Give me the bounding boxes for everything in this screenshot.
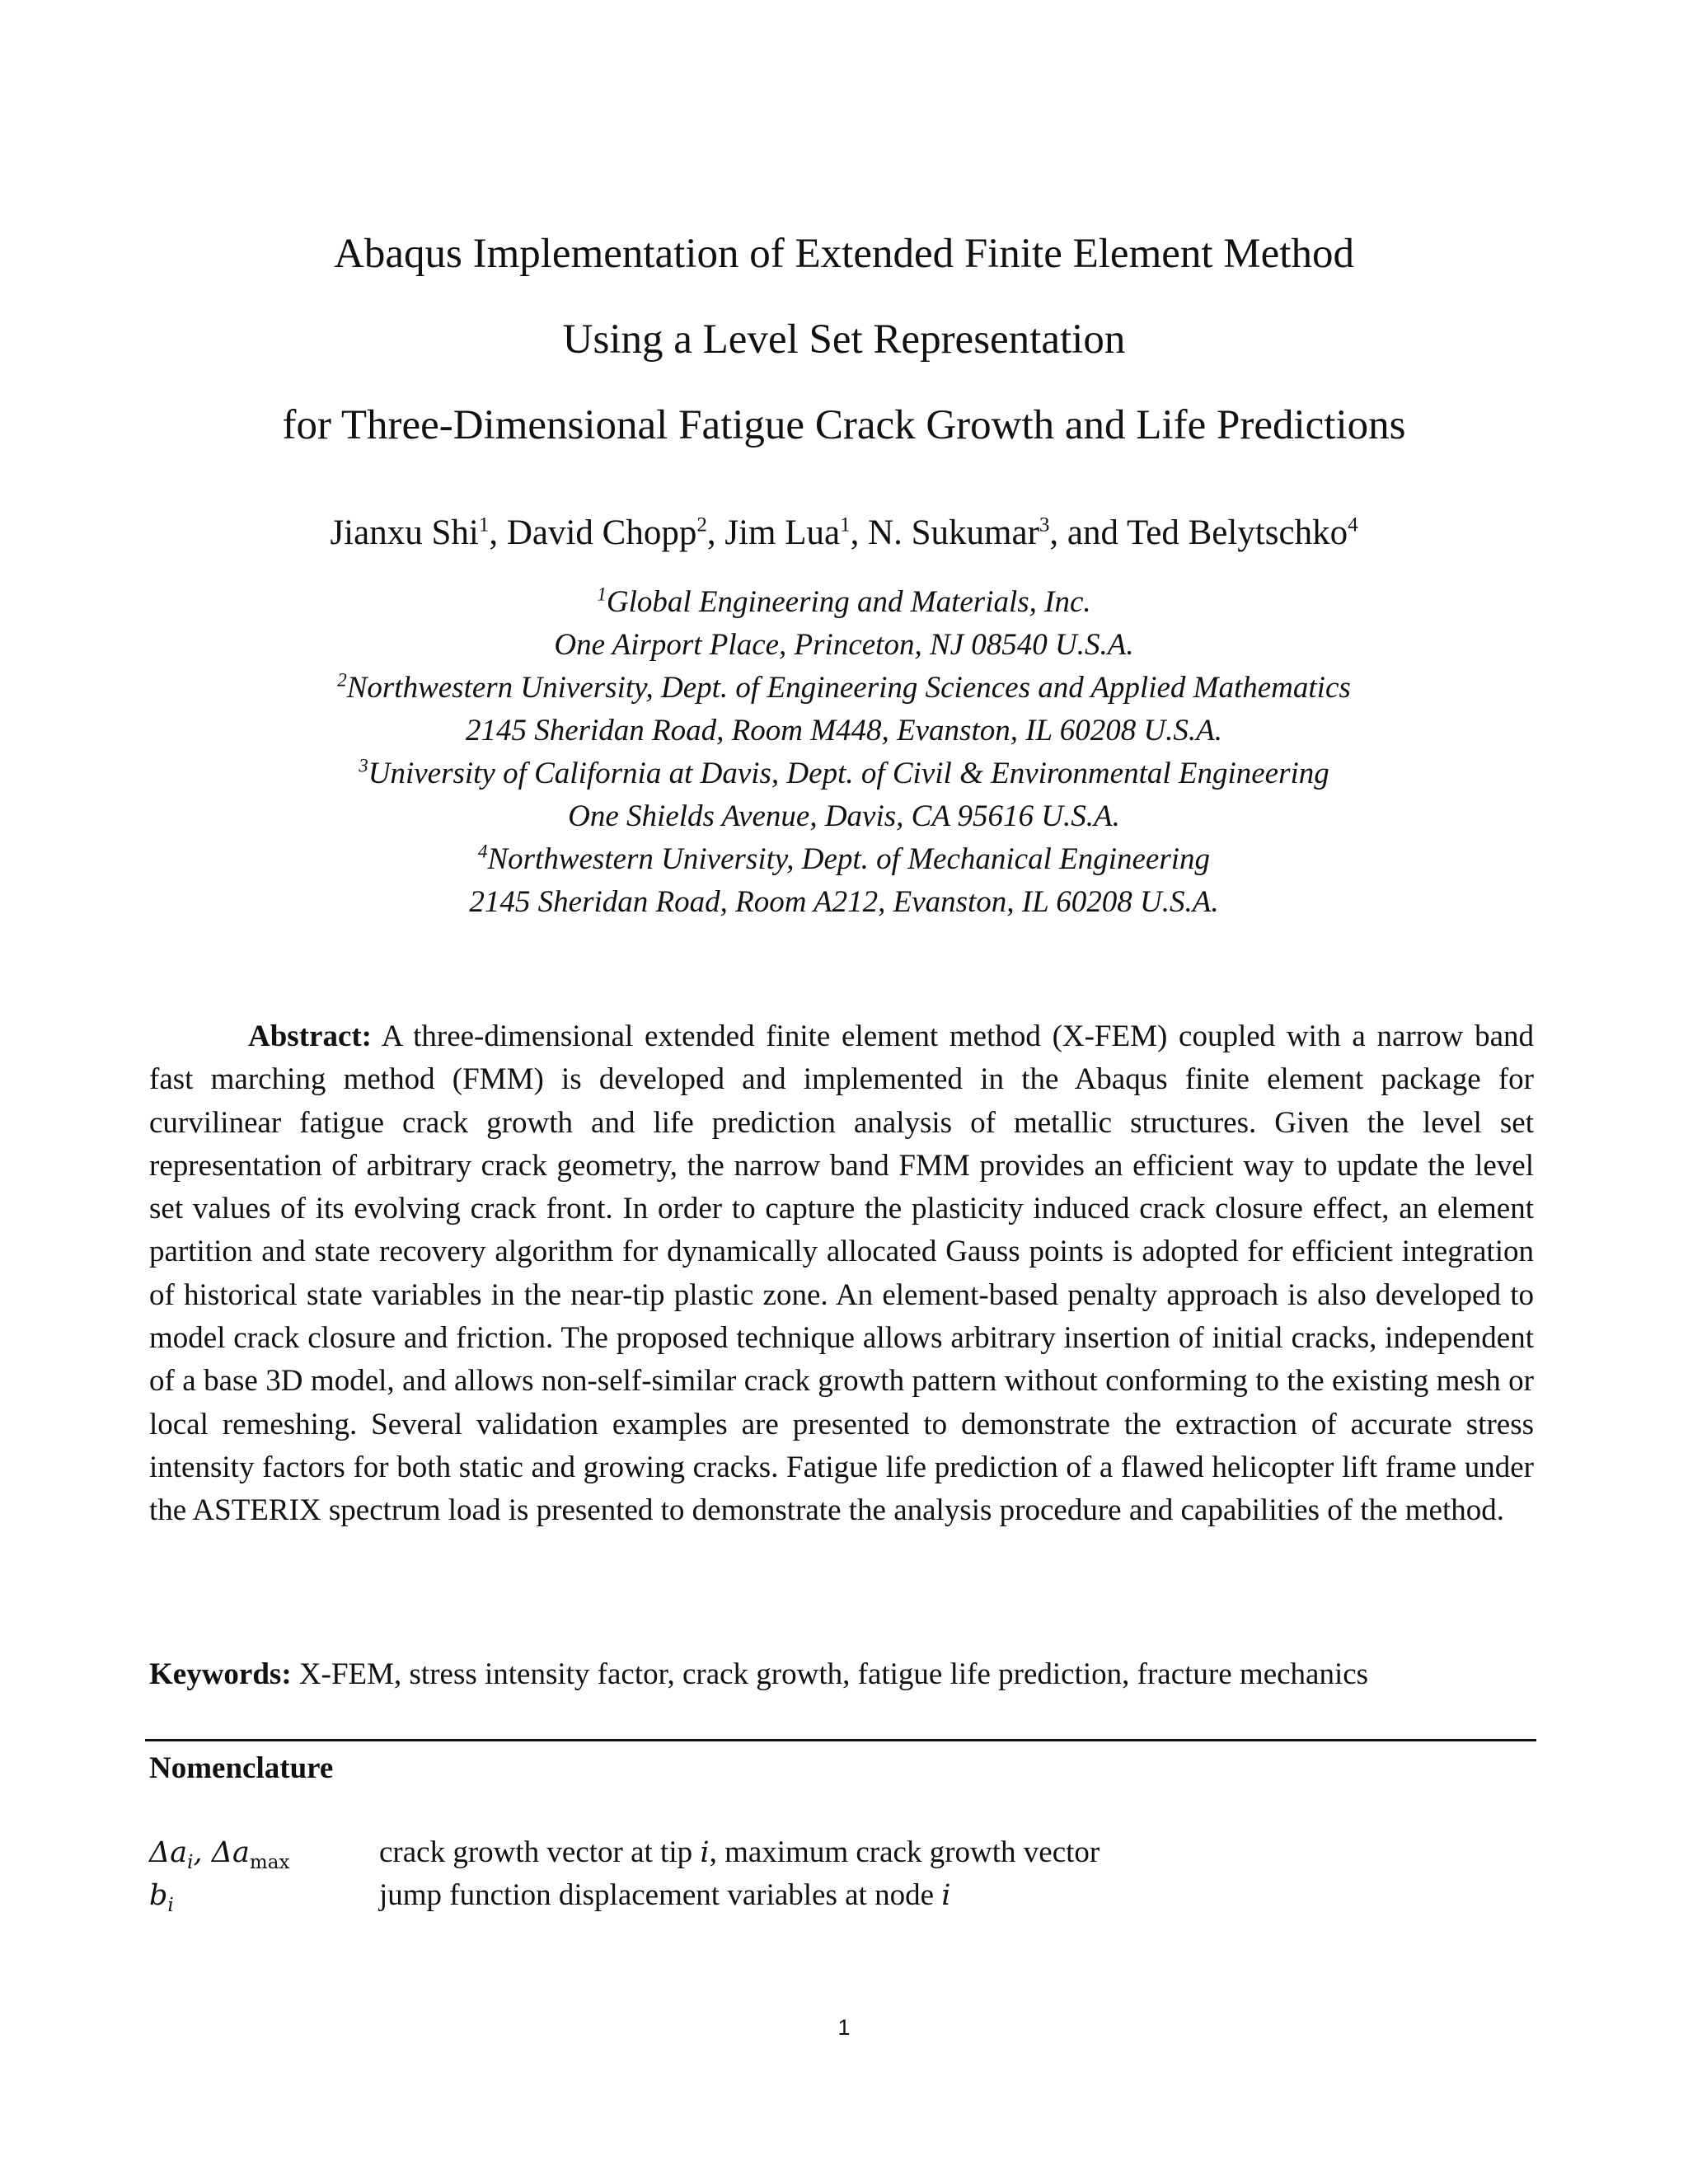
abstract-paragraph xyxy=(149,1015,1534,1533)
keywords-text: X-FEM, stress intensity factor, crack growth, fatigue life prediction, fracture mechanics xyxy=(298,1657,1369,1691)
affiliation-name-text: Northwestern University, Dept. of Engineering Sciences and Applied Mathematics xyxy=(346,671,1351,705)
affiliation-address: 2145 Sheridan Road, Room M448, Evanston, IL 60208 U.S.A. xyxy=(465,714,1223,748)
symbol-base: , Δa xyxy=(193,1836,250,1869)
affiliation-name xyxy=(0,581,1688,624)
description-variable: i xyxy=(700,1836,710,1869)
author-separator: , xyxy=(489,513,507,552)
affiliation-name xyxy=(0,838,1688,881)
affiliation-mark: 2 xyxy=(337,669,347,691)
author-separator: , and xyxy=(1049,513,1127,552)
description-text: crack growth vector at tip xyxy=(379,1835,701,1869)
keywords-label: Keywords: xyxy=(149,1657,292,1691)
affiliation-address: 2145 Sheridan Road, Room A212, Evanston, IL 60208 U.S.A. xyxy=(469,885,1219,919)
author-separator: , xyxy=(850,513,869,552)
symbol-base: b xyxy=(149,1879,168,1912)
affiliation-mark: 3 xyxy=(359,755,368,776)
symbol-subscript: i xyxy=(167,1895,174,1916)
affiliation-address: One Airport Place, Princeton, NJ 08540 U.S.A. xyxy=(554,628,1134,662)
author-affiliation-mark: 1 xyxy=(840,513,851,537)
author-name: Jim Lua xyxy=(724,513,841,552)
author-affiliation-mark: 2 xyxy=(696,513,707,537)
description-text: jump function displacement variables at node xyxy=(379,1878,942,1912)
description-text: , maximum crack growth vector xyxy=(709,1835,1100,1869)
title-line-2: Using a Level Set Representation xyxy=(562,316,1126,363)
nomenclature-heading: Nomenclature xyxy=(149,1751,334,1785)
affiliation-mark: 1 xyxy=(597,583,607,605)
abstract-text: A three-dimensional extended finite element method (X-FEM) coupled with a narrow band fast marching method (FMM) is developed and implemented in the Abaqus finite element package for curvilinear fatigue crack growth and life prediction analysis of metallic structures. Given the level set representation of arbitrary crack geometry, the narrow band FMM provides an efficient way to update the level set values of its evolving crack front. In order to capture the plasticity induced crack closure effect, an element partition and state recovery algorithm for dynamically allocated Gauss points is adopted for efficient integration of historical state variables in the near-tip plastic zone. An element-based penalty approach is also developed to model crack closure and friction. The proposed technique allows arbitrary insertion of initial cracks, independent of a base 3D model, and allows non-self-similar crack growth pattern without conforming to the existing mesh or local remeshing. Several validation examples are presented to demonstrate the extraction of accurate stress intensity factors for both static and growing cracks. Fatigue life prediction of a flawed helicopter lift frame under the ASTERIX spectrum load is presented to demonstrate the analysis procedure and capabilities of the method. xyxy=(149,1019,1534,1528)
affiliation-name xyxy=(0,752,1688,795)
symbol-subscript: max xyxy=(249,1852,290,1873)
author-name: N. Sukumar xyxy=(868,513,1039,552)
nomenclature-description xyxy=(379,1874,950,1917)
nomenclature-symbol xyxy=(149,1831,289,1874)
paper-title xyxy=(0,211,1688,468)
author-separator: , xyxy=(706,513,725,552)
affiliation-name-text: Northwestern University, Dept. of Mechanical Engineering xyxy=(487,842,1211,876)
author-affiliation-mark: 3 xyxy=(1039,513,1050,537)
affiliation-name xyxy=(0,667,1688,710)
nomenclature-description xyxy=(379,1831,1100,1874)
symbol-base: Δa xyxy=(149,1836,188,1869)
nomenclature-symbol xyxy=(149,1874,174,1917)
description-variable: i xyxy=(941,1879,951,1912)
affiliation-list xyxy=(0,581,1688,924)
author-name: Jianxu Shi xyxy=(330,513,479,552)
affiliation-name-text: University of California at Davis, Dept. of Civil & Environmental Engineering xyxy=(368,757,1329,790)
author-list xyxy=(0,507,1688,560)
page-number: 1 xyxy=(837,2015,851,2040)
symbol-subscript: i xyxy=(187,1852,194,1873)
title-line-3: for Three-Dimensional Fatigue Crack Growth and Life Predictions xyxy=(282,402,1406,448)
nomenclature-row xyxy=(149,1874,1550,1917)
affiliation-address: One Shields Avenue, Davis, CA 95616 U.S.A. xyxy=(568,799,1120,833)
author-name: David Chopp xyxy=(506,513,697,552)
abstract-label: Abstract: xyxy=(248,1019,373,1053)
affiliation-mark: 4 xyxy=(477,841,488,862)
author-affiliation-mark: 4 xyxy=(1348,513,1358,537)
affiliation-name-text: Global Engineering and Materials, Inc. xyxy=(606,585,1091,619)
author-name: Ted Belytschko xyxy=(1126,513,1348,552)
keywords-line xyxy=(149,1653,1550,1696)
section-divider xyxy=(145,1739,1536,1741)
title-line-1: Abaqus Implementation of Extended Finite Element Method xyxy=(334,231,1354,277)
nomenclature-row xyxy=(149,1831,1550,1874)
nomenclature-list xyxy=(149,1831,1550,1917)
author-affiliation-mark: 1 xyxy=(478,513,490,537)
